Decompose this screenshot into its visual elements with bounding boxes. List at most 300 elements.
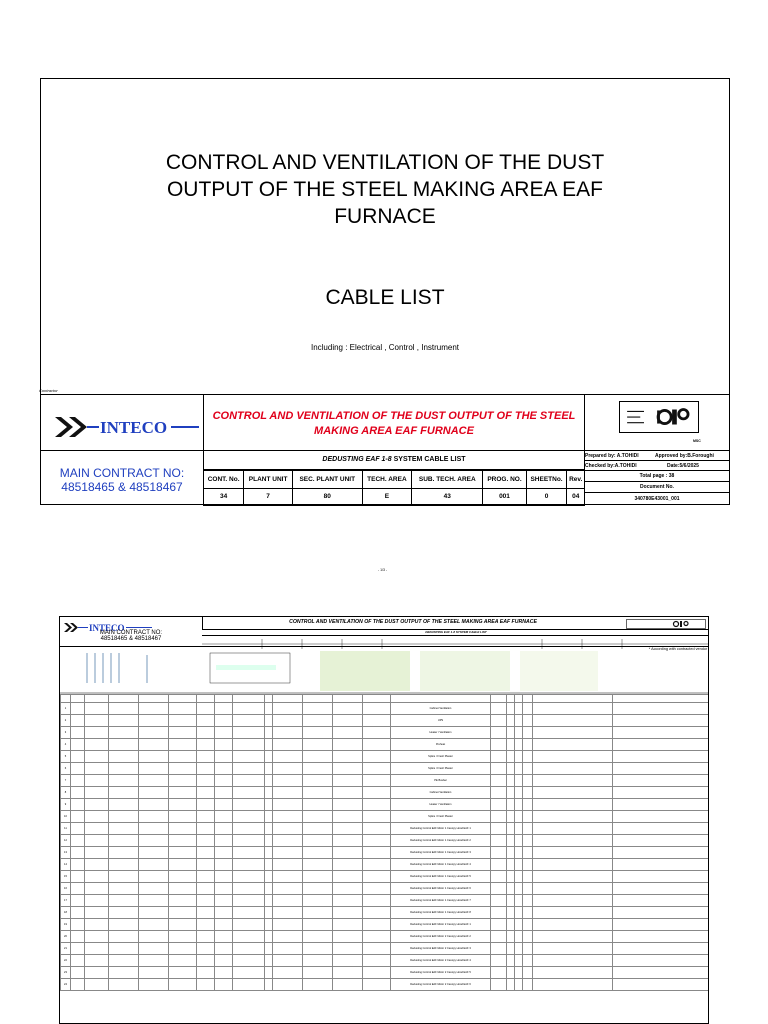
table-cell — [533, 787, 613, 799]
table-cell — [233, 871, 265, 883]
code-value: 34 — [204, 488, 244, 506]
page-marker: - 1/3 - — [378, 568, 388, 572]
table-cell — [363, 871, 391, 883]
table-cell — [613, 943, 710, 955]
table-cell — [169, 871, 197, 883]
table-cell — [85, 763, 109, 775]
client-logo-small — [626, 619, 706, 629]
table-cell — [109, 895, 139, 907]
table-cell — [533, 703, 613, 715]
table-row — [61, 871, 710, 883]
table-cell — [523, 943, 533, 955]
table-cell — [273, 739, 303, 751]
table-cell — [169, 739, 197, 751]
row-description: Dedusting Control EAF Motor 2 Canopy Hood EAF 6 — [391, 979, 491, 991]
document-subtitle: CABLE LIST — [325, 286, 445, 309]
table-cell — [139, 751, 169, 763]
table-cell — [523, 883, 533, 895]
table-cell — [613, 787, 710, 799]
code-header: SUB. TECH. AREA — [412, 471, 483, 489]
table-cell — [215, 895, 233, 907]
main-contract-block — [41, 450, 203, 506]
table-cell — [363, 859, 391, 871]
table-cell — [85, 751, 109, 763]
table-cell — [515, 847, 523, 859]
table-cell — [265, 871, 273, 883]
table-cell — [265, 799, 273, 811]
table-cell — [491, 943, 507, 955]
code-header: SHEETNo. — [526, 471, 567, 489]
code-header: PROG. NO. — [483, 471, 526, 489]
table-cell — [215, 919, 233, 931]
row-number: 9 — [61, 799, 71, 811]
table-cell — [363, 883, 391, 895]
table-cell — [197, 907, 215, 919]
row-number: 5 — [61, 751, 71, 763]
table-cell — [515, 895, 523, 907]
table-cell — [169, 979, 197, 991]
table-cell — [363, 727, 391, 739]
table-cell — [523, 787, 533, 799]
table-cell — [197, 979, 215, 991]
table-cell — [303, 979, 333, 991]
table-row — [61, 883, 710, 895]
table-cell — [139, 835, 169, 847]
table-cell — [507, 727, 515, 739]
table-cell — [507, 955, 515, 967]
table-cell — [197, 931, 215, 943]
table-cell — [273, 967, 303, 979]
table-cell — [333, 859, 363, 871]
table-cell — [273, 775, 303, 787]
table-cell — [333, 811, 363, 823]
table-row — [61, 943, 710, 955]
table-cell — [265, 895, 273, 907]
table-cell — [197, 799, 215, 811]
table-cell — [139, 871, 169, 883]
table-cell — [197, 703, 215, 715]
table-cell — [169, 799, 197, 811]
table-cell — [71, 967, 85, 979]
row-description: Cabinet Ventilation — [391, 787, 491, 799]
table-cell — [507, 751, 515, 763]
table-cell — [233, 835, 265, 847]
table-row — [61, 895, 710, 907]
sheet-system-list: DEDUSTING EAF 1-8 SYSTEM CABLE LIST — [202, 629, 709, 636]
table-cell — [233, 907, 265, 919]
table-cell — [109, 847, 139, 859]
table-cell — [333, 919, 363, 931]
table-cell — [85, 823, 109, 835]
table-cell — [303, 907, 333, 919]
table-cell — [265, 715, 273, 727]
table-cell — [215, 727, 233, 739]
code-header: CONT. No. — [204, 471, 244, 489]
table-cell — [363, 811, 391, 823]
row-number: 21 — [61, 943, 71, 955]
code-header: TECH. AREA — [362, 471, 412, 489]
table-cell — [233, 763, 265, 775]
table-cell — [333, 943, 363, 955]
row-number: 11 — [61, 823, 71, 835]
table-cell — [273, 751, 303, 763]
table-row — [61, 799, 710, 811]
table-cell — [233, 895, 265, 907]
table-cell — [363, 715, 391, 727]
table-cell — [333, 907, 363, 919]
table-cell — [523, 919, 533, 931]
table-cell — [273, 847, 303, 859]
table-cell — [71, 703, 85, 715]
table-cell — [215, 883, 233, 895]
table-row — [61, 739, 710, 751]
table-cell — [491, 715, 507, 727]
table-cell — [85, 859, 109, 871]
table-cell — [265, 847, 273, 859]
table-cell — [233, 967, 265, 979]
table-cell — [169, 847, 197, 859]
table-cell — [109, 823, 139, 835]
table-cell — [265, 859, 273, 871]
table-cell — [491, 823, 507, 835]
table-cell — [197, 871, 215, 883]
table-cell — [215, 835, 233, 847]
table-cell — [265, 955, 273, 967]
table-cell — [109, 799, 139, 811]
table-cell — [139, 715, 169, 727]
table-cell — [533, 883, 613, 895]
table-cell — [523, 859, 533, 871]
table-cell — [303, 847, 333, 859]
client-logo — [619, 401, 699, 433]
table-cell — [533, 931, 613, 943]
table-cell — [507, 907, 515, 919]
table-cell — [515, 799, 523, 811]
cable-table-wrapper — [60, 694, 709, 991]
table-cell — [273, 811, 303, 823]
code-value: E — [362, 488, 412, 506]
table-cell — [139, 967, 169, 979]
table-cell — [197, 811, 215, 823]
table-cell — [169, 715, 197, 727]
table-header-cell — [533, 695, 613, 703]
table-cell — [491, 895, 507, 907]
code-header: PLANT UNIT — [244, 471, 293, 489]
table-cell — [169, 883, 197, 895]
table-header-cell — [273, 695, 303, 703]
table-cell — [613, 871, 710, 883]
table-cell — [139, 739, 169, 751]
svg-text:INTECO: INTECO — [89, 623, 125, 633]
cable-table — [60, 694, 709, 991]
table-cell — [109, 955, 139, 967]
table-header-cell — [85, 695, 109, 703]
table-cell — [85, 835, 109, 847]
table-cell — [333, 763, 363, 775]
row-number: 19 — [61, 919, 71, 931]
table-cell — [85, 979, 109, 991]
row-description: Dedusting Control EAF Motor 1 Canopy Hood EAF 4 — [391, 859, 491, 871]
table-row — [61, 979, 710, 991]
table-cell — [533, 979, 613, 991]
table-cell — [71, 871, 85, 883]
table-cell — [197, 859, 215, 871]
table-cell — [515, 763, 523, 775]
table-cell — [333, 895, 363, 907]
table-cell — [71, 835, 85, 847]
table-cell — [109, 835, 139, 847]
table-cell — [613, 739, 710, 751]
table-cell — [303, 751, 333, 763]
table-cell — [109, 883, 139, 895]
table-cell — [491, 967, 507, 979]
table-cell — [613, 715, 710, 727]
table-cell — [169, 787, 197, 799]
table-header-cell — [507, 695, 515, 703]
title-line: FURNACE — [334, 205, 436, 228]
table-cell — [333, 823, 363, 835]
table-cell — [169, 943, 197, 955]
table-cell — [523, 835, 533, 847]
table-cell — [169, 859, 197, 871]
row-number: 4 — [61, 739, 71, 751]
table-cell — [333, 883, 363, 895]
table-cell — [71, 811, 85, 823]
table-cell — [139, 883, 169, 895]
table-cell — [71, 775, 85, 787]
table-header-cell — [197, 695, 215, 703]
table-cell — [233, 883, 265, 895]
table-cell — [71, 823, 85, 835]
table-cell — [533, 811, 613, 823]
table-cell — [265, 967, 273, 979]
table-cell — [85, 955, 109, 967]
table-cell — [273, 835, 303, 847]
table-cell — [507, 847, 515, 859]
table-cell — [71, 751, 85, 763]
table-cell — [85, 883, 109, 895]
table-cell — [139, 787, 169, 799]
table-cell — [533, 823, 613, 835]
table-cell — [233, 787, 265, 799]
table-cell — [71, 919, 85, 931]
table-cell — [507, 859, 515, 871]
table-cell — [363, 751, 391, 763]
table-cell — [273, 823, 303, 835]
table-cell — [139, 943, 169, 955]
table-cell — [333, 715, 363, 727]
table-cell — [265, 835, 273, 847]
table-cell — [363, 931, 391, 943]
table-cell — [491, 919, 507, 931]
table-cell — [71, 955, 85, 967]
table-cell — [363, 919, 391, 931]
table-cell — [265, 823, 273, 835]
row-number: 24 — [61, 979, 71, 991]
table-cell — [515, 883, 523, 895]
table-cell — [215, 763, 233, 775]
sheet-main-contract — [60, 630, 202, 642]
table-cell — [491, 859, 507, 871]
including-note: Including : Electrical , Control , Instrument — [310, 343, 460, 352]
table-cell — [613, 775, 710, 787]
table-cell — [507, 703, 515, 715]
table-cell — [71, 943, 85, 955]
table-row — [61, 775, 710, 787]
table-cell — [523, 931, 533, 943]
table-cell — [109, 775, 139, 787]
table-cell — [85, 919, 109, 931]
table-cell — [515, 955, 523, 967]
table-cell — [303, 859, 333, 871]
table-cell — [215, 811, 233, 823]
cover-page — [40, 78, 730, 505]
table-cell — [303, 811, 333, 823]
table-cell — [215, 703, 233, 715]
table-cell — [233, 979, 265, 991]
vendor-note: * According with contracted vendor — [648, 647, 708, 651]
row-number: 17 — [61, 895, 71, 907]
table-cell — [233, 811, 265, 823]
table-cell — [363, 943, 391, 955]
table-cell — [197, 787, 215, 799]
table-cell — [197, 955, 215, 967]
table-cell — [363, 703, 391, 715]
table-cell — [515, 859, 523, 871]
table-cell — [507, 823, 515, 835]
table-cell — [491, 799, 507, 811]
table-cell — [303, 703, 333, 715]
date: Date:5/6/2025 — [667, 463, 699, 469]
table-cell — [613, 895, 710, 907]
sheet-mcn-numbers: 48518465 & 48518467 — [100, 636, 162, 642]
table-cell — [109, 871, 139, 883]
table-row — [61, 847, 710, 859]
row-number: 22 — [61, 955, 71, 967]
table-cell — [85, 811, 109, 823]
table-cell — [109, 703, 139, 715]
table-cell — [613, 967, 710, 979]
table-cell — [233, 919, 265, 931]
table-cell — [85, 943, 109, 955]
table-cell — [491, 871, 507, 883]
table-cell — [197, 763, 215, 775]
table-cell — [215, 739, 233, 751]
table-cell — [613, 859, 710, 871]
table-cell — [265, 919, 273, 931]
table-cell — [197, 775, 215, 787]
table-header-cell — [61, 695, 71, 703]
table-header-cell — [491, 695, 507, 703]
table-cell — [265, 703, 273, 715]
table-cell — [197, 943, 215, 955]
table-cell — [523, 739, 533, 751]
table-cell — [233, 727, 265, 739]
title-block — [39, 388, 729, 506]
table-cell — [363, 835, 391, 847]
table-cell — [85, 739, 109, 751]
table-cell — [523, 955, 533, 967]
table-cell — [515, 931, 523, 943]
table-cell — [233, 799, 265, 811]
table-cell — [215, 799, 233, 811]
table-cell — [139, 823, 169, 835]
table-cell — [533, 955, 613, 967]
table-cell — [139, 727, 169, 739]
system-list-italic: DEDUSTING EAF 1-8 — [322, 456, 392, 463]
table-cell — [71, 715, 85, 727]
client-block — [585, 395, 729, 506]
table-cell — [303, 919, 333, 931]
document-title — [41, 149, 729, 230]
table-row — [61, 751, 710, 763]
table-cell — [533, 751, 613, 763]
code-value: 001 — [483, 488, 526, 506]
table-cell — [233, 955, 265, 967]
table-row — [61, 967, 710, 979]
table-cell — [265, 727, 273, 739]
table-header-cell — [71, 695, 85, 703]
table-cell — [71, 763, 85, 775]
row-description: Dedusting Control EAF Motor 1 Canopy Hood EAF 2 — [391, 835, 491, 847]
table-cell — [333, 799, 363, 811]
table-cell — [303, 967, 333, 979]
table-cell — [333, 931, 363, 943]
contractor-label: Contractor — [39, 388, 58, 393]
table-cell — [215, 787, 233, 799]
main-contract-numbers: 48518465 & 48518467 — [61, 480, 183, 494]
table-cell — [233, 739, 265, 751]
table-cell — [613, 919, 710, 931]
table-cell — [197, 847, 215, 859]
row-description: Splice / Fresh Plaster — [391, 751, 491, 763]
table-cell — [507, 775, 515, 787]
table-cell — [169, 823, 197, 835]
table-cell — [169, 811, 197, 823]
table-cell — [363, 799, 391, 811]
table-cell — [169, 775, 197, 787]
table-cell — [333, 751, 363, 763]
table-cell — [523, 751, 533, 763]
table-cell — [139, 955, 169, 967]
table-cell — [273, 727, 303, 739]
table-header-row — [61, 695, 710, 703]
table-cell — [197, 835, 215, 847]
table-cell — [139, 799, 169, 811]
document-label: Document No. — [585, 481, 729, 492]
table-cell — [265, 943, 273, 955]
table-cell — [363, 979, 391, 991]
table-cell — [363, 847, 391, 859]
table-row — [61, 763, 710, 775]
table-header-cell — [391, 695, 491, 703]
table-cell — [613, 703, 710, 715]
row-number: 6 — [61, 763, 71, 775]
row-number: 13 — [61, 847, 71, 859]
row-description: Dedusting Control EAF Motor 2 Canopy Hood EAF 2 — [391, 931, 491, 943]
table-cell — [273, 871, 303, 883]
table-cell — [71, 907, 85, 919]
table-cell — [273, 883, 303, 895]
client-caption: MSC — [693, 439, 701, 443]
row-description: PE Busbar — [391, 775, 491, 787]
table-cell — [265, 907, 273, 919]
table-cell — [85, 775, 109, 787]
table-cell — [515, 775, 523, 787]
table-cell — [507, 835, 515, 847]
table-cell — [533, 763, 613, 775]
table-cell — [491, 763, 507, 775]
